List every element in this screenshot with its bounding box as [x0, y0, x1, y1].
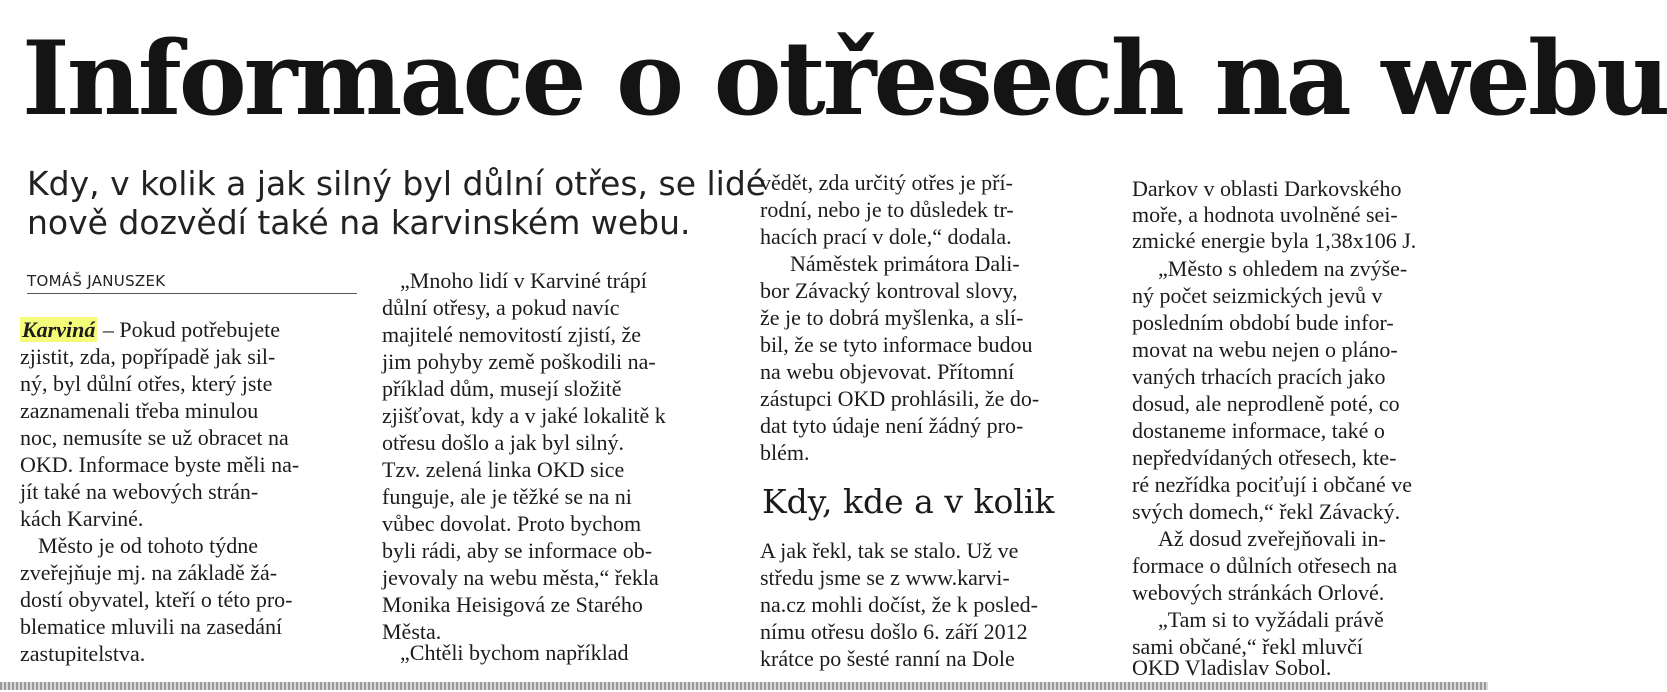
body-line: důlní otřesy, a pokud navíc — [382, 295, 620, 320]
body-line: dosud, ale neprodleně poté, co — [1132, 391, 1400, 416]
lead-paragraph — [27, 164, 767, 242]
body-line: byli rádi, aby se informace ob- — [382, 538, 653, 563]
body-line: moře, a hodnota uvolněné sei- — [1132, 202, 1398, 227]
body-line: hacích prací v dole,“ dodala. — [760, 224, 1012, 249]
body-line: krátce po šesté ranní na Dole — [760, 646, 1015, 671]
body-line: blém. — [760, 440, 810, 465]
body-text: – Pokud potřebujete — [97, 317, 281, 342]
body-line: webových stránkách Orlové. — [1132, 580, 1385, 605]
body-line: vaných trhacích pracích jako — [1132, 364, 1386, 389]
body-line: jevovaly na webu města,“ řekla — [382, 565, 659, 590]
body-line: majitelé nemovitostí zjistí, že — [382, 322, 642, 347]
body-line: příklad dům, musejí složitě — [382, 376, 622, 401]
body-line: rodní, nebo je to důsledek tr- — [760, 197, 1014, 222]
dateline-location: Karviná — [22, 317, 96, 342]
body-line: Město je od tohoto týdne — [38, 533, 258, 558]
body-line: zveřejňuje mj. na základě žá- — [20, 560, 278, 585]
body-line: otřesu došlo a jak byl silný. — [382, 430, 624, 455]
bottom-border — [0, 682, 1488, 690]
body-line: svých domech,“ řekl Závacký. — [1132, 499, 1401, 524]
body-line: Tzv. zelená linka OKD sice — [382, 457, 625, 482]
body-line: kách Karviné. — [20, 506, 144, 531]
body-line — [20, 317, 280, 344]
body-line: dat tyto údaje není žádný pro- — [760, 413, 1024, 438]
body-line: na.cz mohli dočíst, že k posled- — [760, 592, 1038, 617]
body-line: zjistit, zda, popřípadě jak sil- — [20, 344, 276, 369]
body-line: Darkov v oblasti Darkovského — [1132, 176, 1402, 201]
body-line: zjišťovat, kdy a v jaké lokalitě k — [382, 403, 666, 428]
body-line: zaznamenali třeba minulou — [20, 398, 259, 423]
body-line: „Tam si to vyžádali právě — [1158, 607, 1384, 632]
body-line: středu jsme se z www.karvi- — [760, 565, 1010, 590]
body-line: vědět, zda určitý otřes je pří- — [760, 170, 1013, 195]
body-line: ný, byl důlní otřes, který jste — [20, 371, 273, 396]
section-subheading: Kdy, kde a v kolik — [762, 482, 1055, 521]
lead-line: nově dozvědí také na karvinském webu. — [27, 203, 691, 242]
body-line: jim pohyby země poškodili na- — [382, 349, 656, 374]
body-line: dostí obyvatel, kteří o této pro- — [20, 587, 293, 612]
body-line: nepředvídaných otřesech, kte- — [1132, 445, 1397, 470]
body-line: bor Závacký kontroval slovy, — [760, 278, 1018, 303]
body-line: nímu otřesu došlo 6. září 2012 — [760, 619, 1028, 644]
body-line: Náměstek primátora Dali- — [790, 251, 1020, 276]
body-line: movat na webu nejen o pláno- — [1132, 337, 1398, 362]
body-line: funguje, ale je těžké se na ni — [382, 484, 632, 509]
body-line: formace o důlních otřesech na — [1132, 553, 1398, 578]
body-line: že je to dobrá myšlenka, a slí- — [760, 305, 1024, 330]
body-line: bil, že se tyto informace budou — [760, 332, 1033, 357]
body-line: Monika Heisigová ze Starého — [382, 592, 643, 617]
body-line: Města. — [382, 619, 442, 644]
body-line: na webu objevovat. Přítomní — [760, 359, 1015, 384]
body-line: A jak řekl, tak se stalo. Už ve — [760, 538, 1019, 563]
body-line: blematice mluvili na zasedání — [20, 614, 283, 639]
body-line: ré nezřídka pociťují i občané ve — [1132, 472, 1412, 497]
body-line: Až dosud zveřejňovali in- — [1158, 526, 1386, 551]
body-line: „Město s ohledem na zvýše- — [1158, 256, 1408, 281]
body-line: sami občané,“ řekl mluvčí — [1132, 634, 1363, 659]
author-byline: TOMÁŠ JANUSZEK — [27, 272, 357, 294]
body-line: ný počet seizmických jevů v — [1132, 283, 1383, 308]
lead-line: Kdy, v kolik a jak silný byl důlní otřes, se lidé — [27, 164, 767, 203]
body-line: „Mnoho lidí v Karviné trápí — [400, 268, 647, 293]
headline: Informace o otřesech na webu — [22, 19, 1667, 139]
body-line: OKD Vladislav Sobol. — [1132, 655, 1332, 680]
body-line: noc, nemusíte se už obracet na — [20, 425, 289, 450]
body-line: zastupitelstva. — [20, 641, 146, 666]
body-line: posledním období bude infor- — [1132, 310, 1394, 335]
body-line: dostaneme informace, také o — [1132, 418, 1385, 443]
body-line: OKD. Informace byste měli na- — [20, 452, 300, 477]
body-line: zástupci OKD prohlásili, že do- — [760, 386, 1040, 411]
body-line: jít také na webových strán- — [20, 479, 259, 504]
body-line: vůbec dovolat. Proto bychom — [382, 511, 642, 536]
body-line: „Chtěli bychom například — [400, 640, 629, 665]
body-line: zmické energie byla 1,38x106 J. — [1132, 228, 1417, 253]
